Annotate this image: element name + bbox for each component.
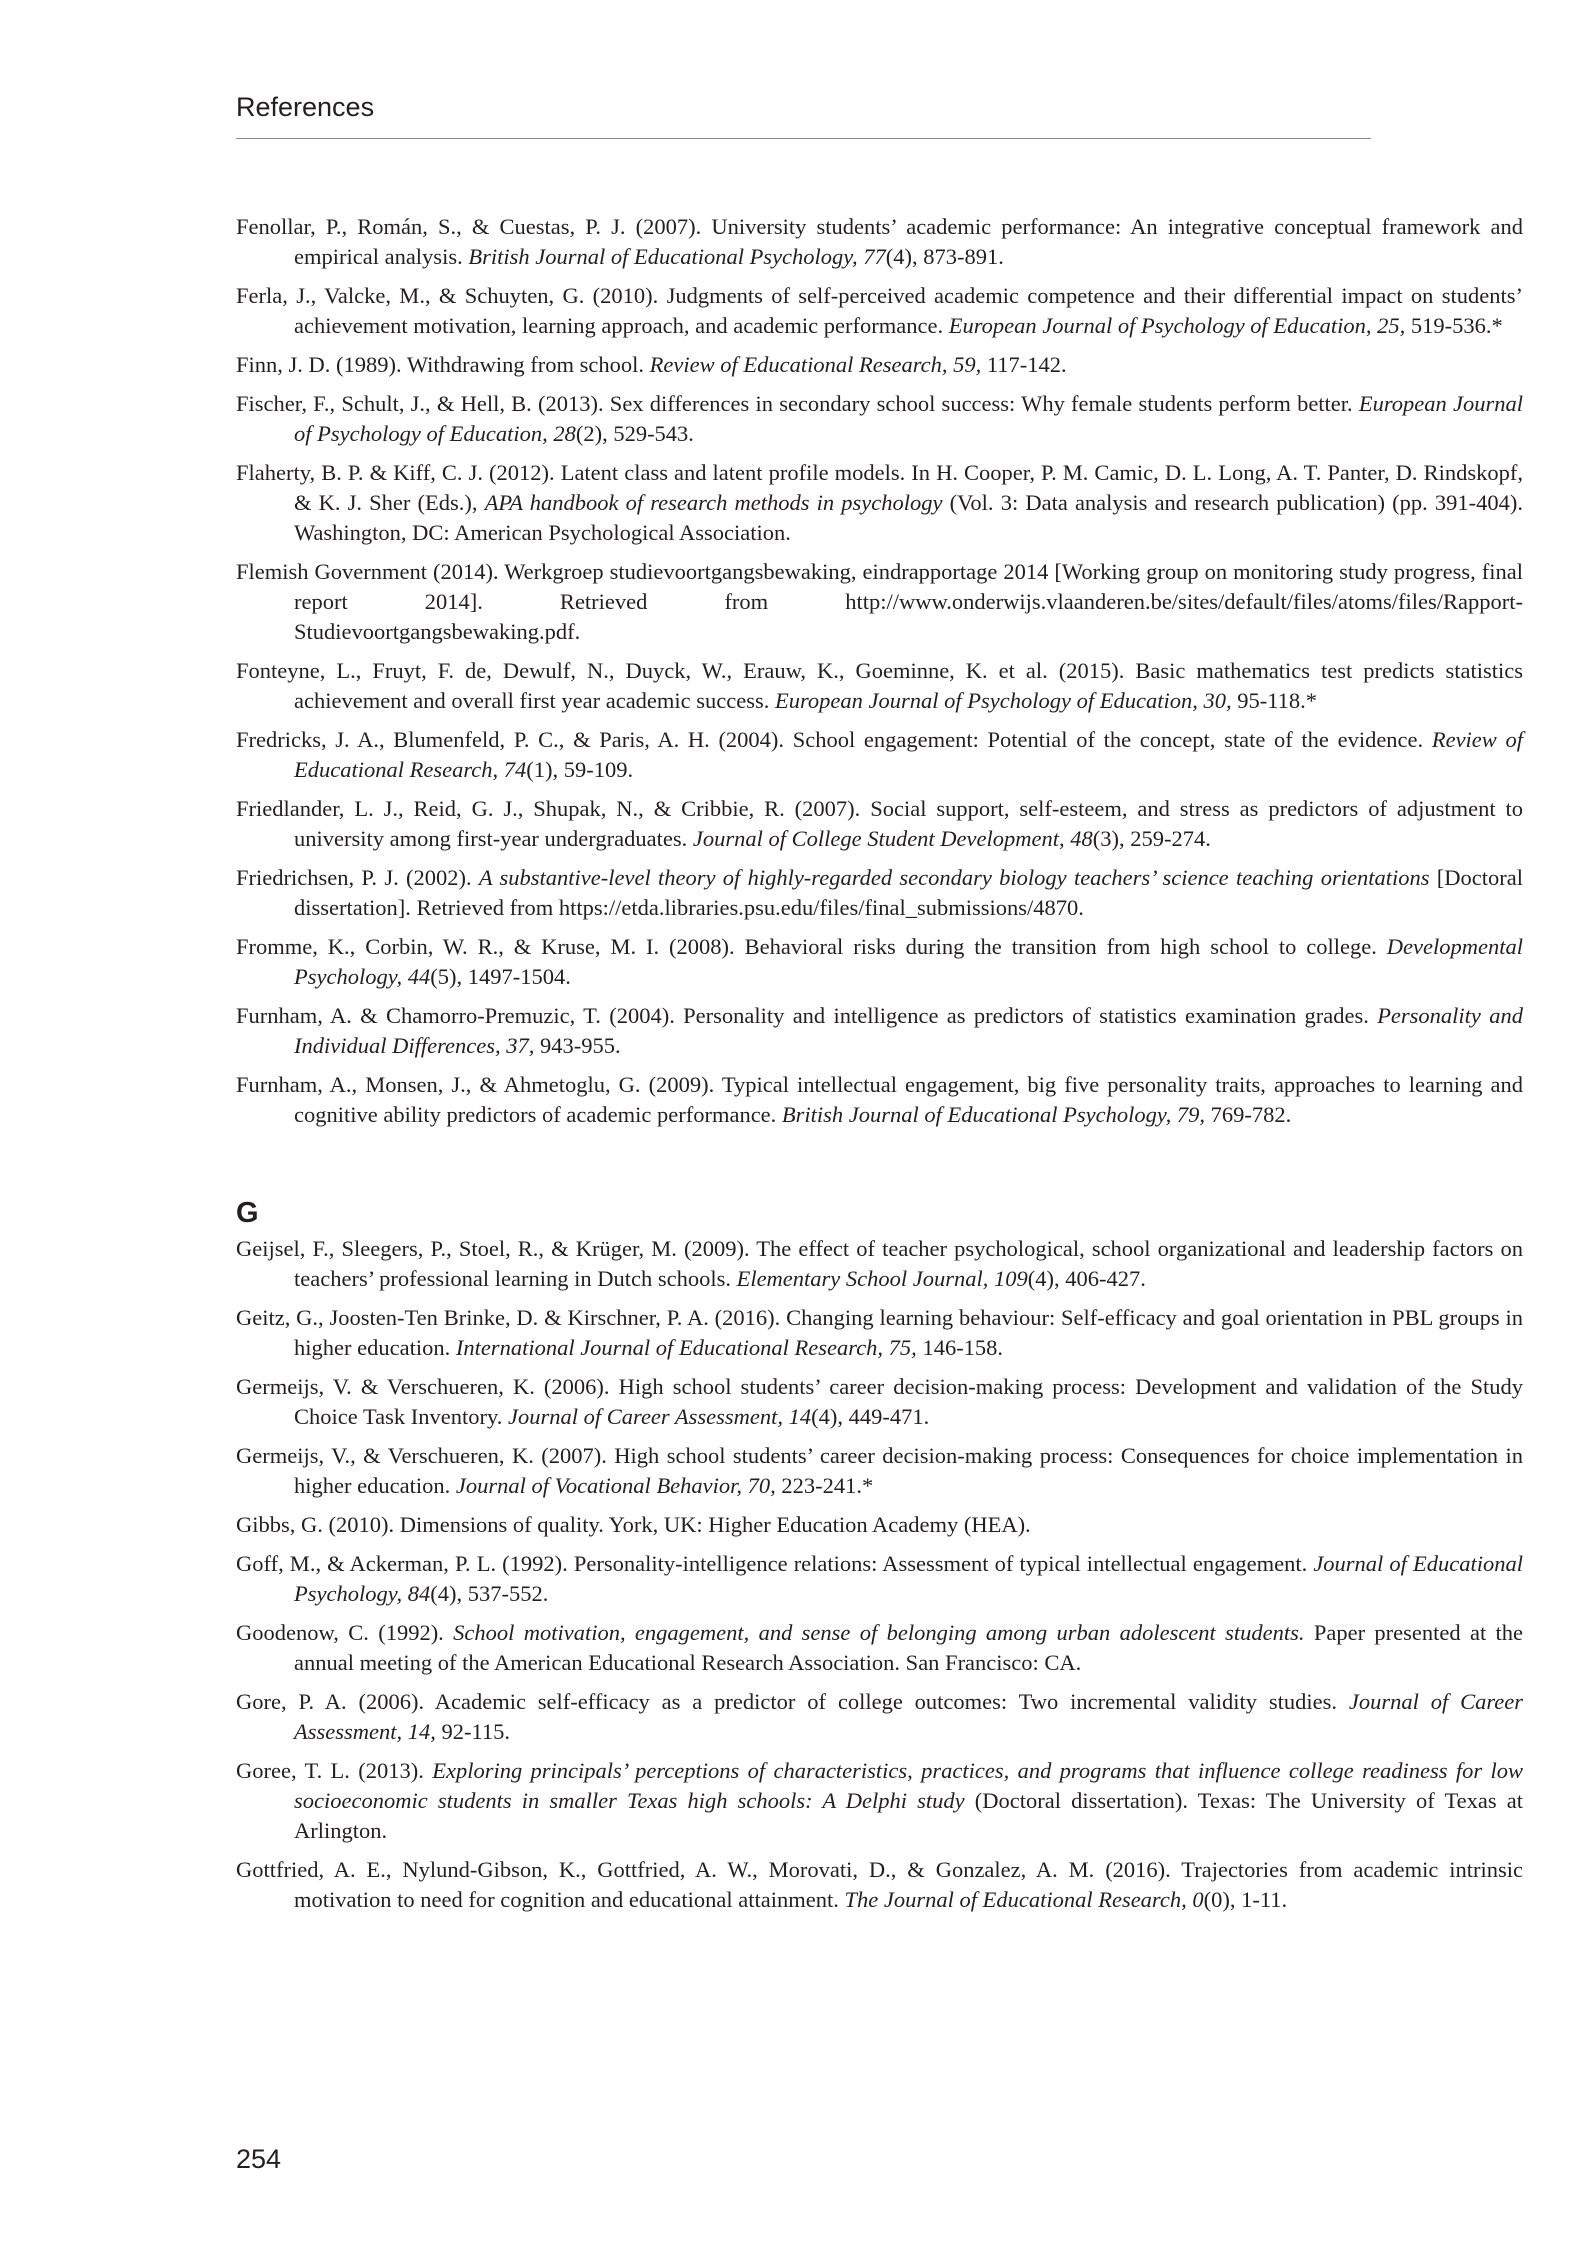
reference-source-italic: Journal of Career Assessment, 14, xyxy=(294,1689,1523,1744)
reference-text: Geijsel, F., Sleegers, P., Stoel, R., & Krüger, M. (2009). The effect of teacher psychological, school organizational and leadership factors on teachers’ professional learning in Dutch schools. xyxy=(236,1236,1523,1291)
reference-text: 223-241.* xyxy=(775,1473,874,1498)
reference-text: (Doctoral dissertation). Texas: The University of Texas at Arlington. xyxy=(294,1788,1523,1843)
reference-entry xyxy=(236,932,1523,992)
reference-source-italic: European Journal of Psychology of Education, 28 xyxy=(294,391,1523,446)
reference-text: 92-115. xyxy=(435,1719,511,1744)
reference-source-italic: International Journal of Educational Research, 75, xyxy=(455,1335,917,1360)
reference-text: (0), 1-11. xyxy=(1203,1887,1288,1912)
reference-text: Gottfried, A. E., Nylund-Gibson, K., Gottfried, A. W., Morovati, D., & Gonzalez, A. M. (2016). Trajectories from academic intrinsic motivation to need for cognition and educational attainment. xyxy=(236,1857,1523,1912)
reference-text: 146-158. xyxy=(916,1335,1004,1360)
reference-entry xyxy=(236,1001,1523,1061)
reference-entry xyxy=(236,557,1523,647)
reference-text: 95-118.* xyxy=(1231,688,1318,713)
reference-text: Germeijs, V. & Verschueren, K. (2006). High school students’ career decision-making process: Development and validation of the Study Choice Task Inventory. xyxy=(236,1374,1523,1429)
reference-text: Friedrichsen, P. J. (2002). xyxy=(236,865,479,890)
reference-text: Paper presented at the annual meeting of the American Educational Research Association. San Francisco: CA. xyxy=(294,1620,1524,1675)
reference-text: 519-536.* xyxy=(1405,313,1503,338)
reference-entry xyxy=(236,350,1523,380)
reference-entry xyxy=(236,458,1523,548)
reference-source-italic: European Journal of Psychology of Education, 25, xyxy=(948,313,1406,338)
header-rule xyxy=(236,138,1371,139)
reference-text: (Vol. 3: Data analysis and research publication) (pp. 391-404). Washington, DC: American Psychological Association. xyxy=(294,490,1524,545)
reference-entry xyxy=(236,1372,1523,1432)
reference-text: (4), 873-891. xyxy=(885,244,1004,269)
reference-text: Fonteyne, L., Fruyt, F. de, Dewulf, N., Duyck, W., Erauw, K., Goeminne, K. et al. (2015). Basic mathematics test predicts statistics achievement and overall first year academic success. xyxy=(236,658,1523,713)
reference-text: (4), 406-427. xyxy=(1027,1266,1146,1291)
reference-entry xyxy=(236,1510,1523,1540)
reference-source-italic: Elementary School Journal, 109 xyxy=(736,1266,1028,1291)
reference-text: (4), 449-471. xyxy=(811,1404,930,1429)
reference-entry xyxy=(236,1855,1523,1915)
reference-entry xyxy=(236,281,1523,341)
reference-list xyxy=(236,212,1523,1924)
reference-source-italic: Personality and Individual Differences, 37, xyxy=(294,1003,1523,1058)
reference-source-italic: Review of Educational Research, 59, xyxy=(649,352,982,377)
reference-text: Fromme, K., Corbin, W. R., & Kruse, M. I. (2008). Behavioral risks during the transition from high school to college. xyxy=(236,934,1387,959)
reference-text: Goodenow, C. (1992). xyxy=(236,1620,454,1645)
reference-text: (1), 59-109. xyxy=(526,757,634,782)
reference-text: Furnham, A., Monsen, J., & Ahmetoglu, G. (2009). Typical intellectual engagement, big five personality traits, approaches to learning and cognitive ability predictors of academic performance. xyxy=(236,1072,1523,1127)
reference-source-italic: Review of Educational Research, 74 xyxy=(294,727,1523,782)
reference-text: Finn, J. D. (1989). Withdrawing from school. xyxy=(236,352,650,377)
reference-entry xyxy=(236,1687,1523,1747)
reference-text: (3), 259-274. xyxy=(1092,826,1211,851)
reference-source-italic: The Journal of Educational Research, 0 xyxy=(844,1887,1204,1912)
reference-entry xyxy=(236,863,1523,923)
reference-text: [Doctoral dissertation]. Retrieved from https://etda.libraries.psu.edu/files/final_submissions/4870. xyxy=(294,865,1523,920)
reference-entry xyxy=(236,1441,1523,1501)
reference-text: 943-955. xyxy=(534,1033,621,1058)
reference-source-italic: Exploring principals’ perceptions of characteristics, practices, and programs that influence college readiness for low socioeconomic students in smaller Texas high schools: A Delphi study xyxy=(294,1758,1523,1813)
section-letter-heading: G xyxy=(236,1197,259,1229)
reference-text: (4), 537-552. xyxy=(430,1581,549,1606)
reference-entry xyxy=(236,1618,1523,1678)
reference-text: Fischer, F., Schult, J., & Hell, B. (2013). Sex differences in secondary school success: Why female students perform better. xyxy=(236,391,1359,416)
reference-entry xyxy=(236,656,1523,716)
reference-entry xyxy=(236,1549,1523,1609)
reference-text: Goff, M., & Ackerman, P. L. (1992). Personality-intelligence relations: Assessment of typical intellectual engagement. xyxy=(236,1551,1314,1576)
page-number: 254 xyxy=(236,2144,282,2174)
reference-text: Flemish Government (2014). Werkgroep studievoortgangsbewaking, eindrapportage 2014 [Working group on monitoring study progress, final report 2014]. Retrieved from http://www.onderwijs.vlaanderen.be/sites/default/files/atoms/files/Rapport-Studievoortgangsbewaking.pdf. xyxy=(236,559,1523,644)
reference-source-italic: Journal of Career Assessment, 14 xyxy=(508,1404,812,1429)
reference-source-italic: School motivation, engagement, and sense of belonging among urban adolescent students. xyxy=(453,1620,1305,1645)
reference-source-italic: European Journal of Psychology of Education, 30, xyxy=(775,688,1232,713)
reference-text: Germeijs, V., & Verschueren, K. (2007). High school students’ career decision-making process: Consequences for choice implementation in higher education. xyxy=(236,1443,1523,1498)
reference-text: Geitz, G., Joosten-Ten Brinke, D. & Kirschner, P. A. (2016). Changing learning behaviour: Self-efficacy and goal orientation in PBL groups in higher education. xyxy=(236,1305,1523,1360)
reference-entry xyxy=(236,1070,1523,1130)
reference-source-italic: Journal of Educational Psychology, 84 xyxy=(294,1551,1524,1606)
reference-text: Fenollar, P., Román, S., & Cuestas, P. J. (2007). University students’ academic performance: An integrative conceptual framework and empirical analysis. xyxy=(236,214,1523,269)
running-head: References xyxy=(236,92,375,122)
reference-text: 117-142. xyxy=(981,352,1067,377)
reference-text: 769-782. xyxy=(1205,1102,1292,1127)
reference-source-italic: APA handbook of research methods in psychology xyxy=(484,490,943,515)
reference-entry xyxy=(236,389,1523,449)
reference-text: (5), 1497-1504. xyxy=(430,964,571,989)
reference-text: Friedlander, L. J., Reid, G. J., Shupak, N., & Cribbie, R. (2007). Social support, self-esteem, and stress as predictors of adjustment to university among first-year undergraduates. xyxy=(236,796,1523,851)
reference-entry xyxy=(236,1303,1523,1363)
reference-text: Flaherty, B. P. & Kiff, C. J. (2012). Latent class and latent profile models. In H. Cooper, P. M. Camic, D. L. Long, A. T. Panter, D. Rindskopf, & K. J. Sher (Eds.), xyxy=(236,460,1523,515)
reference-text: (2), 529-543. xyxy=(575,421,694,446)
reference-entry xyxy=(236,725,1523,785)
reference-text: Ferla, J., Valcke, M., & Schuyten, G. (2010). Judgments of self-perceived academic competence and their differential impact on students’ achievement motivation, learning approach, and academic performance. xyxy=(236,283,1523,338)
reference-entry xyxy=(236,1234,1523,1294)
reference-source-italic: A substantive-level theory of highly-regarded secondary biology teachers’ science teaching orientations xyxy=(478,865,1430,890)
reference-entry xyxy=(236,1756,1523,1846)
reference-source-italic: British Journal of Educational Psychology, 77 xyxy=(468,244,886,269)
reference-text: Fredricks, J. A., Blumenfeld, P. C., & Paris, A. H. (2004). School engagement: Potential of the concept, state of the evidence. xyxy=(236,727,1432,752)
reference-text: Goree, T. L. (2013). xyxy=(236,1758,433,1783)
reference-entry xyxy=(236,794,1523,854)
reference-source-italic: Journal of Vocational Behavior, 70, xyxy=(455,1473,776,1498)
reference-text: Furnham, A. & Chamorro-Premuzic, T. (2004). Personality and intelligence as predictors of statistics examination grades. xyxy=(236,1003,1378,1028)
reference-source-italic: Developmental Psychology, 44 xyxy=(294,934,1523,989)
reference-text: Gore, P. A. (2006). Academic self-efficacy as a predictor of college outcomes: Two incremental validity studies. xyxy=(236,1689,1349,1714)
reference-source-italic: Journal of College Student Development, 48 xyxy=(692,826,1093,851)
reference-entry xyxy=(236,212,1523,272)
reference-source-italic: British Journal of Educational Psychology, 79, xyxy=(781,1102,1206,1127)
reference-text: Gibbs, G. (2010). Dimensions of quality. York, UK: Higher Education Academy (HEA). xyxy=(236,1512,1031,1537)
